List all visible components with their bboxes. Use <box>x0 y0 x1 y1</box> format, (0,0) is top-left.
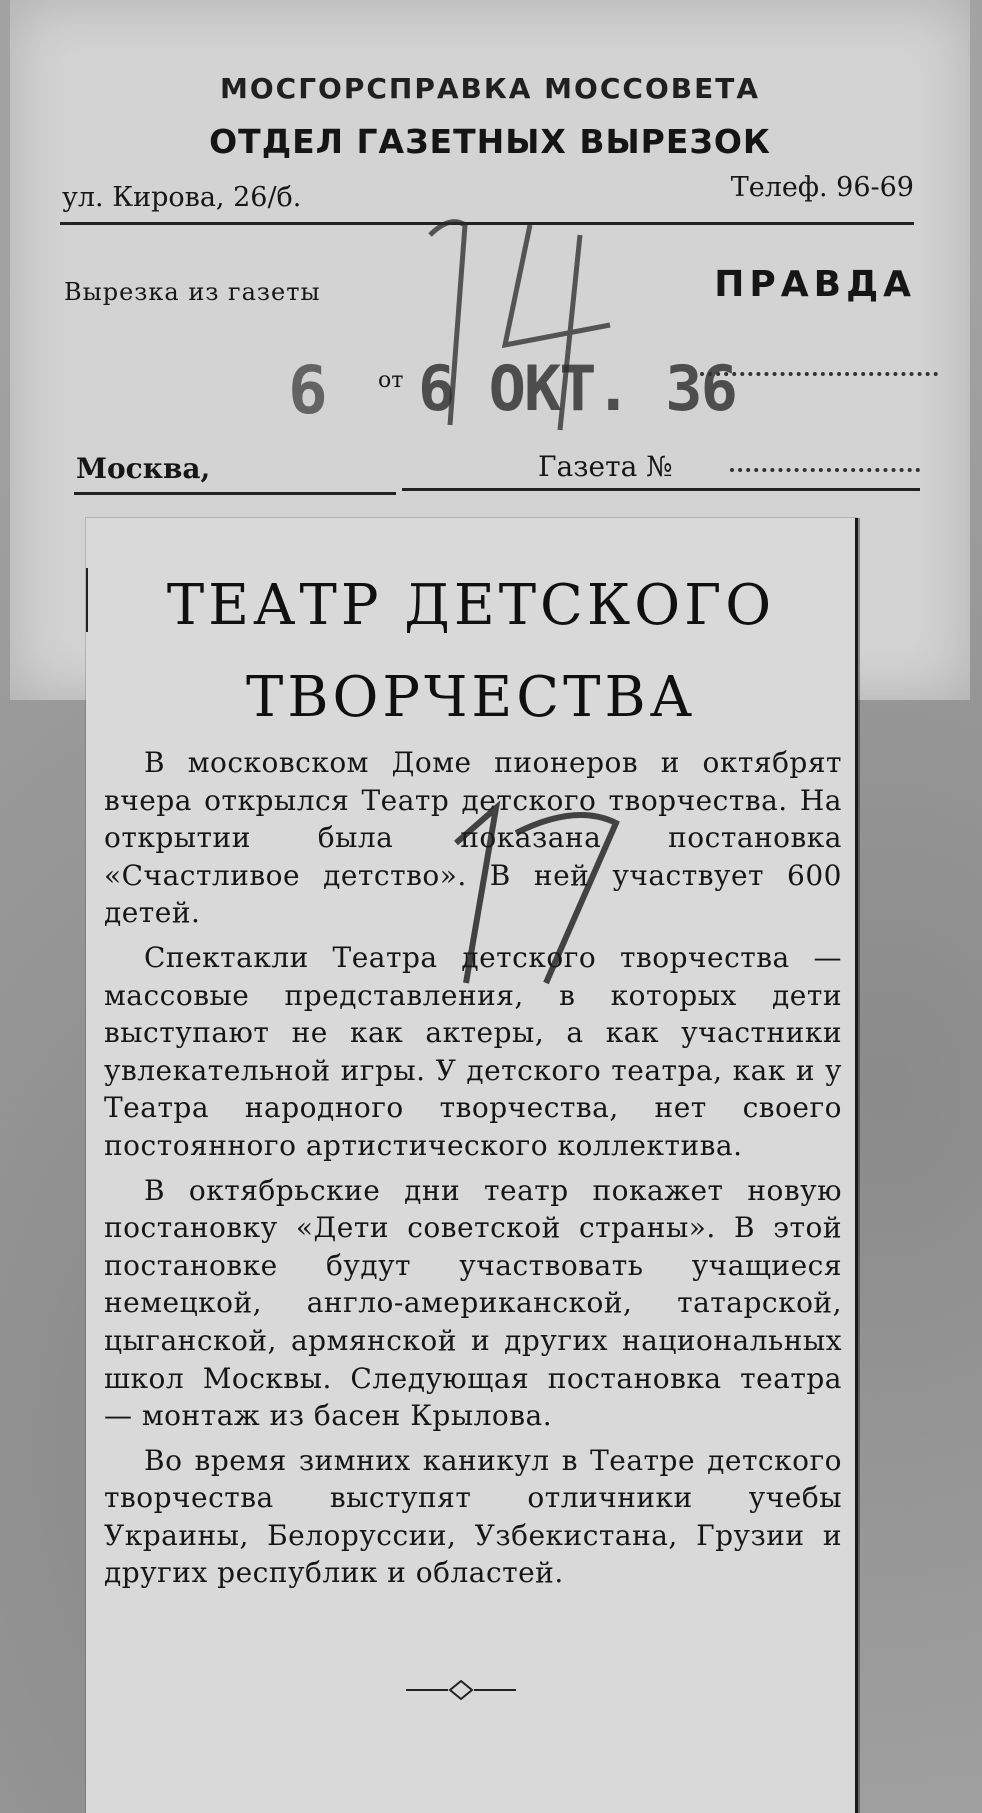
newspaper-clipping <box>86 518 856 1813</box>
newspaper-name: ПРАВДА <box>714 264 916 305</box>
article-title <box>86 560 856 744</box>
address: ул. Кирова, 26/б. <box>62 182 302 213</box>
date-prefix: от <box>378 368 404 393</box>
date-dotted-line <box>700 372 938 376</box>
handwritten-mark <box>410 195 640 435</box>
city: Москва, <box>76 452 211 485</box>
paragraph: Спектакли Театра детского творчества — массовые представления, в которых дети выступают не как актеры, а как участники увлекательной игры. У детского театра, как и у Театра народного творчества, нет своего постоянного артистического коллектива. <box>104 940 842 1162</box>
ornament-divider <box>406 1678 516 1702</box>
date-stamp: 6 ОКТ. 36 <box>418 352 736 425</box>
divider <box>402 488 920 491</box>
phone: Телеф. 96-69 <box>730 172 914 203</box>
title-line: ТВОРЧЕСТВА <box>245 665 697 730</box>
handwritten-mark <box>426 793 626 993</box>
title-line: ТЕАТР ДЕТСКОГО <box>166 573 776 638</box>
org-name: МОСГОРСПРАВКА МОССОВЕТА <box>219 72 760 105</box>
paragraph: Во время зимних каникул в Театре детского творчества выступят отличники учебы Украины, Белоруссии, Узбекистана, Грузии и других республик и областей. <box>104 1443 842 1590</box>
paragraph: В октябрьские дни театр покажет новую постановку «Дети советской страны». В этой постановке будут участвовать учащиеся немецкой, англо-американской, татарской, цыганской, армянской и других национальных школ Москвы. Следующая постановка театра — монтаж из басен Крылова. <box>104 1173 842 1433</box>
clipping-label: Вырезка из газеты <box>64 278 321 306</box>
issue-label: Газета № <box>538 450 673 483</box>
date-day: 6 <box>288 352 328 429</box>
issue-dotted-line <box>730 468 920 472</box>
divider <box>74 492 396 495</box>
paragraph: В московском Доме пионеров и октябрят вчера открылся Театр детского творчества. На открытии была показана постановка «Счастливое детство». В ней участвует 600 детей. <box>104 746 842 930</box>
department-name: ОТДЕЛ ГАЗЕТНЫХ ВЫРЕЗОК <box>209 122 771 161</box>
